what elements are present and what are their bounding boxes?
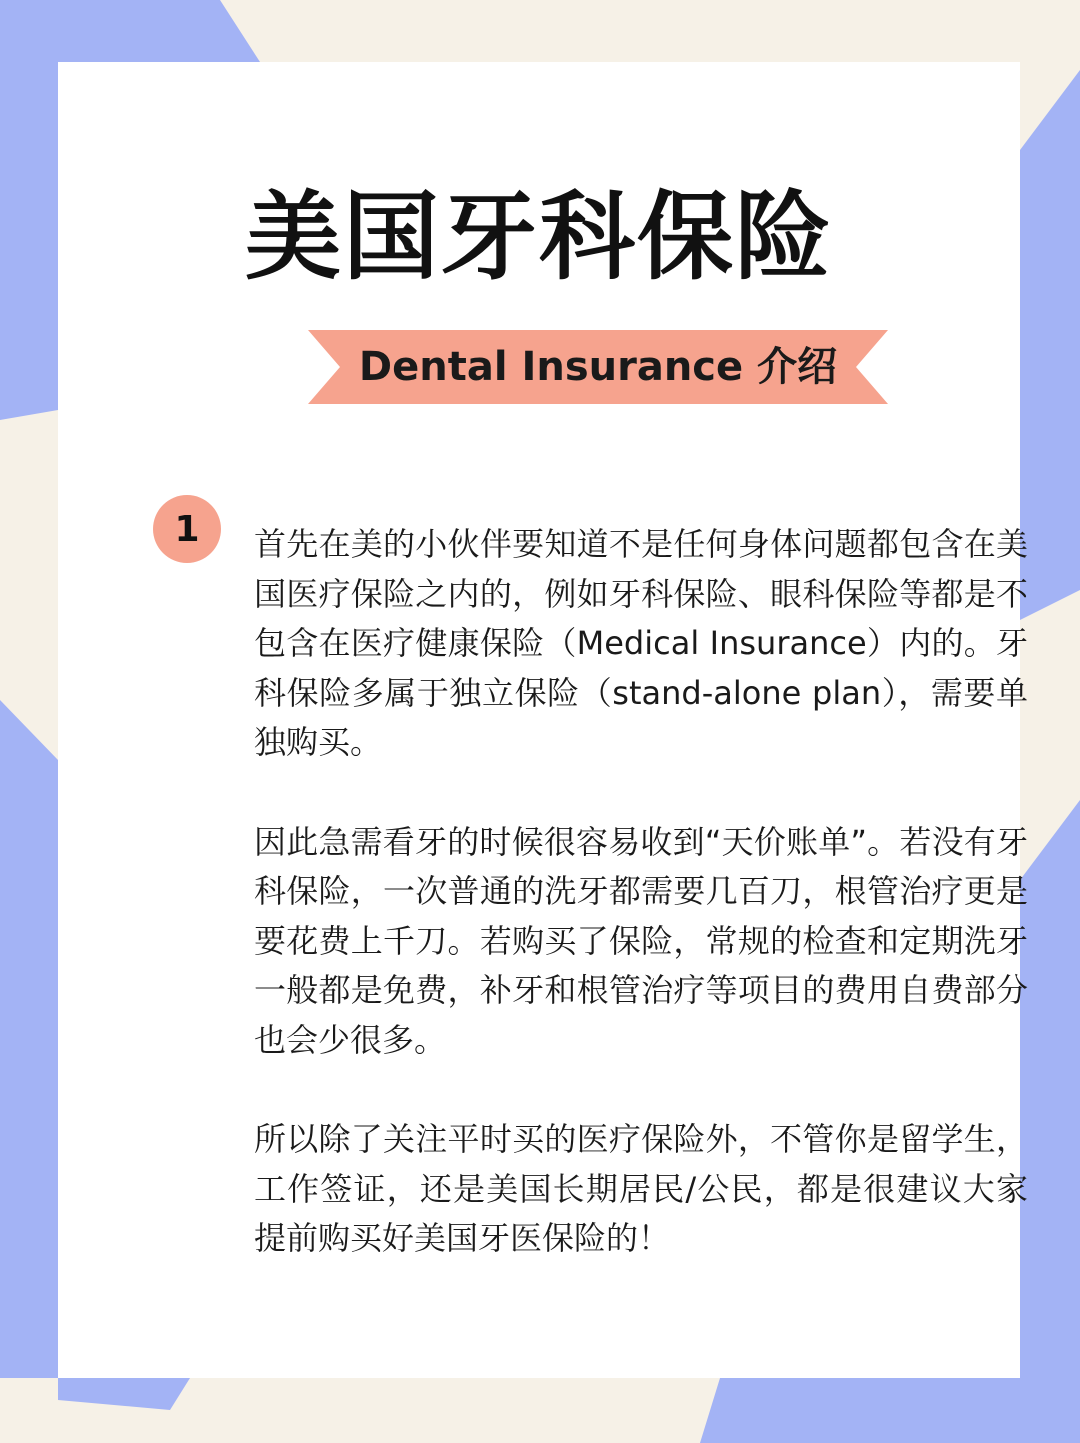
article-body: [254, 520, 1028, 1314]
page-title: 美国牙科保险: [245, 180, 833, 293]
content-card: [58, 62, 1028, 1378]
section-number-badge: 1: [153, 495, 221, 563]
subtitle-text: Dental Insurance 介绍: [358, 344, 838, 390]
bg-blue-shape-left: [0, 700, 58, 1378]
paragraph-1: 首先在美的小伙伴要知道不是任何身体问题都包含在美国医疗保险之内的，例如牙科保险、眼科保险等都是不包含在医疗健康保险（Medical Insurance）内的。牙科保险多属于独立保险（stand-alone plan），需要单独购买。: [254, 525, 1028, 761]
subtitle-ribbon: [308, 330, 888, 404]
paragraph-3: 所以除了关注平时买的医疗保险外，不管你是留学生，工作签证，还是美国长期居民/公民，都是很建议大家提前购买好美国牙医保险的！: [254, 1120, 1028, 1257]
bg-blue-shape-bottom-left: [58, 1378, 190, 1410]
paragraph-2: 因此急需看牙的时候很容易收到“天价账单”。若没有牙科保险，一次普通的洗牙都需要几百刀，根管治疗更是要花费上千刀。若购买了保险，常规的检查和定期洗牙一般都是免费，补牙和根管治疗等项目的费用自费部分也会少很多。: [254, 822, 1028, 1059]
bg-blue-shape-right-top: [1020, 70, 1080, 620]
